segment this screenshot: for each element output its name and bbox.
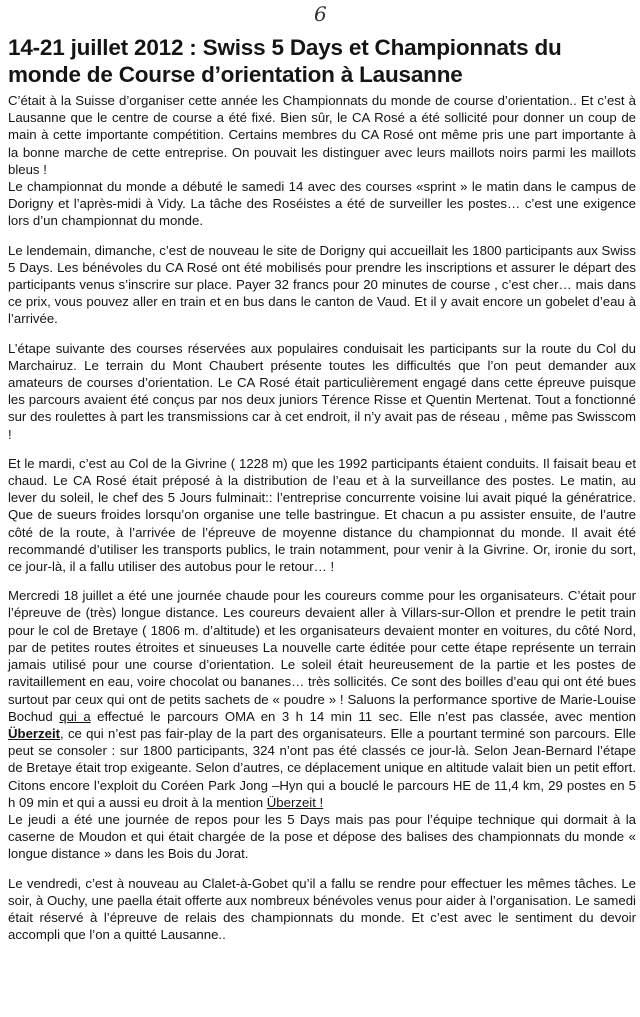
paragraph-intro: C’était à la Suisse d’organiser cette année les Championnats du monde de course d’orientation.. Et c’est à Lausanne que le centre de course a été fixé. Bien sûr, le CA Rosé a été sollicité pour donner un coup de main à cette importante compétition. Certains membres du CA Rosé ont même pris une part importante à la bonne marche de cette entreprise. On pouvait les distinguer avec leurs maillots noirs parmi les maillots bleus ! <box>8 93 636 177</box>
text-segment: Mercredi 18 juillet a été une journée chaude pour les coureurs comme pour les organisateurs. C’était pour l’épreuve de (très) longue distance. Les coureurs devaient aller à Villars-sur-Ollon et prendre le petit train pour le col de Bretaye ( 1806 m. d’altitude) et les organisateurs devaient monter en voitures, du côté Nord, par de petites routes étroites et sinueuses La nouvelle carte éditée pour cette étape représente un terrain jamais utilisé pour une course d’orientation. Le soleil était heureusement de la partie et les postes de ravitaillement en eau, voire chocolat ou bananes… très sollicités. Ce sont des boilles d’eau qui ont été bues surtout par ceux qui ont de petits sachets de « poudre » ! Saluons la performance sportive de Marie-Louise Bochud <box>8 588 636 724</box>
paragraph-thursday: Le jeudi a été une journée de repos pour les 5 Days mais pas pour l’équipe technique qui dormait à la caserne de Moudon et qui était chargée de la pose et dépose des balises des championnats du monde « longue distance » dans les Bois du Jorat. <box>8 811 636 862</box>
article-title: 14-21 juillet 2012 : Swiss 5 Days et Championnats du monde de Course d’orientation à Lausanne <box>8 35 562 87</box>
text-segment: effectué le parcours OMA en 3 h 14 min 11 sec. Elle n’est pas classée, avec mention <box>90 708 636 724</box>
paragraph-wednesday-bretaye <box>8 587 636 811</box>
paragraph-sunday-dorigny: Le lendemain, dimanche, c’est de nouveau le site de Dorigny qui accueillait les 1800 participants aux Swiss 5 Days. Les bénévoles du CA Rosé ont été mobilisés pour prendre les inscriptions et assurer le départ des participants venus s’inscrire sur place. Payer 32 francs pour 20 minutes de course , c’est cher… mais dans ce prix, vous pouvez aller en train et en bus dans le canton de Vaud. Et il y avait encore un gobelet d’eau à l’arrivée. <box>8 242 636 327</box>
article-body <box>8 92 636 955</box>
paragraph-friday-saturday: Le vendredi, c’est à nouveau au Clalet-à-Gobet qu’il a fallu se rendre pour effectuer les mêmes tâches. Le soir, à Ouchy, une paella était offerte aux nombreux bénévoles venus pour aider à l’organisation. Le samedi était réservé à l’épreuve de relais des championnats du monde. Et c’est avec le sentiment du devoir accompli que l’on a quitté Lausanne.. <box>8 875 636 943</box>
paragraph-world-championship-start: Le championnat du monde a débuté le samedi 14 avec des courses «sprint » le matin dans le campus de Dorigny et l’après-midi à Vidy. La tâche des Roséistes a été de surveiller les postes… c’est une exigence lors d’un championnat du monde. <box>8 179 636 229</box>
page-number: 6 <box>314 2 327 26</box>
text-segment: , ce qui n’est pas fair-play de la part des organisateurs. Elle a pourtant terminé son parcours. Elle peut se consoler : sur 1800 participants, 324 n’ont pas été classés ce jour-là. Selon Jean-Bernard l’étape de Bretaye était trop exigeante. Selon d’autres, ce déplacement unique en altitude valait bien un petit effort. Citons encore l’exploit du Coréen Park Jong –Hyn qui a bouclé le parcours HE de 11,4 km, 29 postes en 5 h 09 min et qui a aussi eu droit à la mention <box>8 725 636 810</box>
paragraph-tuesday-givrine: Et le mardi, c’est au Col de la Givrine ( 1228 m) que les 1992 participants étaient conduits. Il faisait beau et chaud. Le CA Rosé était préposé à la distribution de l’eau et à la surveillance des postes. Le matin, au lever du soleil, le chef des 5 Jours fulminait:: l’entreprise concurrente voisine lui avait piqué la génératrice. Que de sueurs froides lorsqu’on organise une telle bastringue. Et chacun a pu assister ensuite, de l’autre côté de la route, à l’arrivée de l’épreuve de moyenne distance du championnat du monde. Il avait été recommandé d’utiliser les transports publics, le train notamment, pour venir à la Givrine. Or, ironie du sort, ce jour-là, il a fallu utiliser des autobus pour le retour… ! <box>8 455 636 575</box>
bold-underlined-text: Überzeit <box>8 725 61 741</box>
paragraph-marchairuz: L’étape suivante des courses réservées aux populaires conduisait les participants sur la route du Col du Marchairuz. Le terrain du Mont Chaubert présente toutes les difficultés que l’on peut demander aux amateurs de courses d’orientation. Le CA Rosé était particulièrement engagé dans cette épreuve puisque les parcours avaient été conçus par nos deux juniors Térence Risse et Quentin Mertenat. Tout a fonctionné sur des roulettes à part les transmissions car à cet endroit, il n’y avait pas de réseau , même pas Swisscom ! <box>8 340 636 442</box>
underlined-text: qui a <box>59 708 91 724</box>
underlined-text: Überzeit ! <box>266 794 324 810</box>
